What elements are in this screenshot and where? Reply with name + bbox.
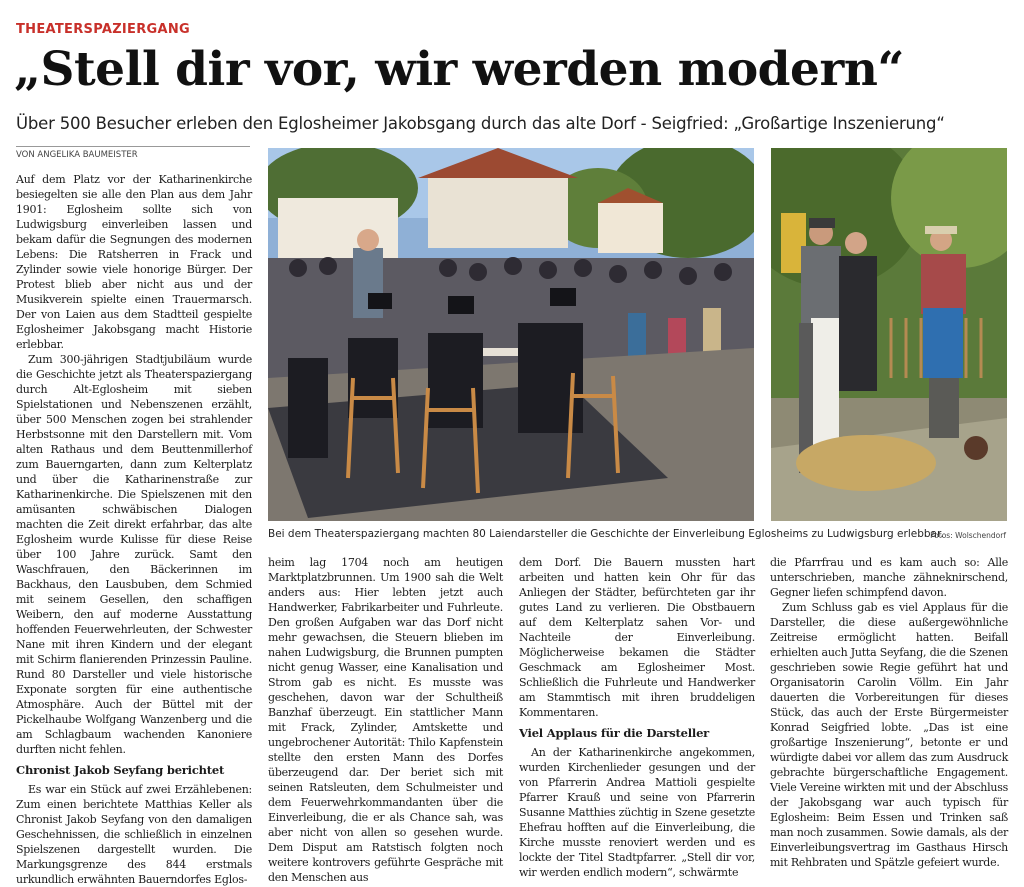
- byline: VON ANGELIKA BAUMEISTER: [16, 146, 250, 160]
- article-column-1: [16, 172, 252, 887]
- intertitle: Viel Applaus für die Darsteller: [519, 726, 710, 740]
- paragraph: Zum Schluss gab es viel Applaus für die Darsteller, die diese außergewöhnliche Zeitreise ermöglicht hatten. Beifall erhielten auch Jutta Seyfang, die die Szenen geschrieben sowie Regie geführt hat und Organisatorin Carolin Völlm. Ein Jahr dauerten die Vorbereitungen für dieses Stück, das auch der Erste Bürgermeister Konrad Seigfried lobte. „Das ist eine großartige Inszenierung“, betonte er und würdigte dabei vor allem das zum Ausdruck gebrachte bürgerschaftliche Engagement. Viele Vereine wirkten mit und der Abschluss der Jakobsgang war auch typisch für Eglosheim: Beim Essen und Trinken saß man noch zusammen. Sowie damals, als der Einverleibungsvertrag im Gasthaus Hirsch mit Rehbraten und Spätzle gefeiert wurde.: [770, 601, 1008, 869]
- paragraph: An der Katharinenkirche angekommen, wurden Kirchenlieder gesungen und der von Pfarrerin Andrea Mattioli gespielte Pfarrer Krauß und seine von Pfarrerin Susanne Matthies züchtig in Szene gesetzte Ehefrau hofften auf die Einverleibung, die Kirche musste renoviert werden und es lockte der Titel Stadtpfarrer. „Stell dir vor, wir werden endlich modern“, schwärmte: [519, 746, 755, 879]
- photo-caption: Bei dem Theaterspaziergang machten 80 Laiendarsteller die Geschichte der Einverleibung Eglosheims zu Ludwigsburg erlebbar.: [268, 528, 944, 540]
- photo-credit: Fotos: Wolschendorf: [930, 531, 1006, 540]
- photo-theater-scene: [268, 148, 754, 521]
- intertitle: Chronist Jakob Seyfang berichtet: [16, 763, 225, 777]
- paragraph: dem Dorf. Die Bauern mussten hart arbeiten und hatten kein Ohr für das Anliegen der Städter, befürchteten gar ihr gutes Land zu verlieren. Die Obstbauern auf dem Kelterplatz sahen Vor- und Nachteile der Einverleibung. Möglicherweise bekamen die Städter Geschmack am Eglosheimer Most. Schließlich die Fuhrleute und Handwerker am Stammtisch mit ihren bruddeligen Kommentaren.: [519, 556, 755, 719]
- paragraph: Zum 300-jährigen Stadtjubiläum wurde die Geschichte jetzt als Theaterspaziergang durch Alt-Eglosheim mit sieben Spielstationen und Nebenszenen erzählt, über 500 Menschen zogen bei strahlender Herbstsonne mit den Darstellern mit. Vom alten Rathaus und dem Beuttenmillerhof zum Bauerngarten, dann zum Kelterplatz und über die Katharinenstraße zur Katharinenkirche. Die Spielszenen mit den amüsanten schwäbischen Dialogen machten die Zeit direkt erfahrbar, das alte Eglosheim wurde Kulisse für diese Reise über 100 Jahre zurück. Samt den Waschfrauen, den Bäckerinnen im Backhaus, den Lausbuben, dem Schmied mit seinem Gesellen, den schaffigen Weibern, den auf moderne Ausstattung hoffenden Feuerwehrleuten, der Schwester Nane mit ihren Kindern und der elegant mit Schirm flanierenden Prinzessin Pauline. Rund 80 Darsteller und viele historische Exponate sorgten für eine authentische Atmosphäre. Auch der Büttel mit der Pickelhaube Wolfgang Wanzenberg und die am Schlagbaum wachenden Kanoniere durften nicht fehlen.: [16, 353, 252, 756]
- subheadline: Über 500 Besucher erleben den Eglosheimer Jakobsgang durch das alte Dorf - Seigfried: „Großartige Inszenierung“: [16, 114, 945, 133]
- article-column-2: [268, 555, 503, 885]
- headline: „Stell dir vor, wir werden modern“: [14, 42, 904, 97]
- paragraph: Es war ein Stück auf zwei Erzählebenen: Zum einen berichtete Matthias Keller als Chronist Jakob Seyfang von den damaligen Geschehnissen, die schließlich in einzelnen Spielszenen dargestellt wurden. Die Markungsgrenze des 844 erstmals urkundlich erwähnten Bauerndorfes Eglos-: [16, 783, 252, 886]
- article-column-3: [519, 555, 755, 880]
- section-rubric: THEATERSPAZIERGANG: [16, 22, 191, 37]
- photo-farmers-scene: [771, 148, 1007, 521]
- paragraph: die Pfarrfrau und es kam auch so: Alle unterschrieben, manche zähneknirschend, Gegner liefen schimpfend davon.: [770, 556, 1008, 599]
- article-column-4: [770, 555, 1008, 870]
- paragraph: Auf dem Platz vor der Katharinenkirche besiegelten sie alle den Plan aus dem Jahr 1901: Eglosheim sollte sich von Ludwigsburg einverleiben lassen und bekam dafür die Segnungen des modernen Lebens: Die Ratsherren in Frack und Zylinder sowie viele honorige Bürger. Der Protest blieb aber nicht aus und der Musikverein spielte einen Trauermarsch. Der von Laien aus dem Stadtteil gespielte Eglosheimer Jakobsgang macht Historie erlebbar.: [16, 173, 252, 351]
- paragraph: heim lag 1704 noch am heutigen Marktplatzbrunnen. Um 1900 sah die Welt anders aus: Hier lebten jetzt auch Handwerker, Fabrikarbeiter und Fuhrleute. Den großen Aufgaben war das Dorf nicht mehr gewachsen, die Steuern blieben im nahen Ludwigsburg, die Brunnen pumpten nicht genug Wasser, eine Kanalisation und Strom gab es nicht. Es musste was geschehen, davon war der Schultheiß Banzhaf überzeugt. Ein stattlicher Mann mit Frack, Zylinder, Amtskette und ungebrochener Autorität: Thilo Kapfenstein stellte den ersten Mann des Dorfes überzeugend dar. Der beriet sich mit seinen Ratsleuten, dem Schulmeister und dem Feuerwehrkommandanten über die Einverleibung, die er als Chance sah, was aber nicht von allen so gesehen wurde. Dem Disput am Ratstisch folgten noch weitere kontrovers geführte Gespräche mit den Menschen aus: [268, 556, 503, 884]
